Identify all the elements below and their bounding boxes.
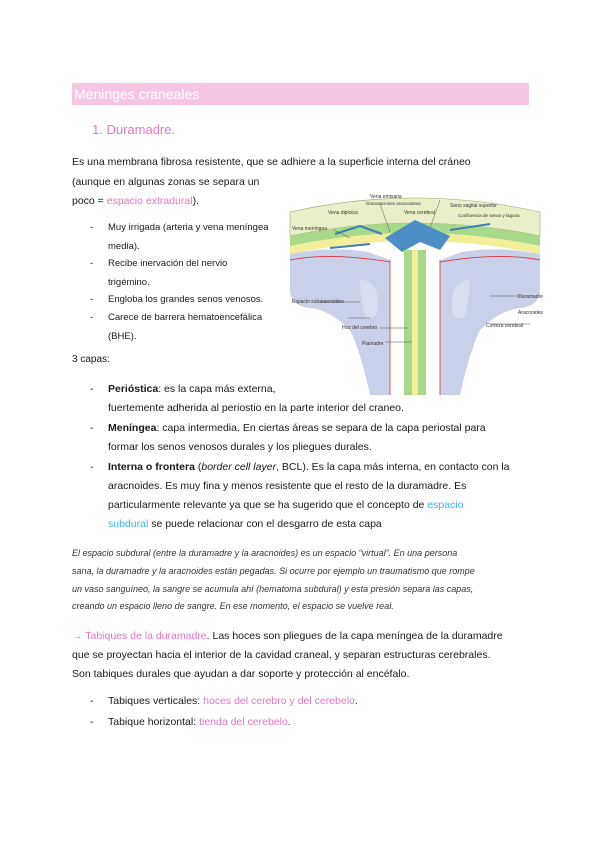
meningea-term: Meníngea <box>108 422 157 434</box>
layer-meningea: Meníngea: capa intermedia. En ciertas áreas se separa de la capa periostal para formar los senos venosos durales y los pliegues durales. <box>108 422 486 453</box>
layers-heading: 3 capas: <box>72 354 110 365</box>
intro-line-3 <box>72 191 199 211</box>
espacio-extradural-term: espacio extradural <box>106 195 193 207</box>
section-heading: 1. Duramadre. <box>92 122 176 137</box>
feature-item: Muy irrigada (arteria y vena meníngea media). <box>108 222 269 252</box>
feature-item: Engloba los grandes senos venosos. <box>108 294 264 305</box>
periostica-term: Perióstica <box>108 383 159 395</box>
label-vena-emisaria: Vena emisaria <box>370 194 402 200</box>
bullet-dash: - <box>90 383 94 395</box>
page-title: Meninges craneales <box>74 86 200 102</box>
bullet-dash: - <box>90 422 94 434</box>
title-banner <box>72 83 529 105</box>
label-hoz-del-cerebro: Hoz del cerebro <box>342 325 378 331</box>
label-confluencia: Confluencia de senos y laguna <box>458 213 520 218</box>
feature-item: Recibe inervación del nervio trigémino. <box>108 258 228 288</box>
label-duramadre: Duramadre <box>518 294 544 300</box>
interna-term: Interna o frontera <box>108 461 195 473</box>
label-espacio-subaracnoideo: Espacio subaracnoideo <box>292 299 344 305</box>
arrow-glyph: → <box>72 630 86 642</box>
tabiques-term: Tabiques de la duramadre <box>85 630 207 642</box>
label-corteza-cerebral: Corteza cerebral <box>486 323 523 329</box>
label-vena-cerebral: Vena cerebral <box>404 210 435 216</box>
bullet-dash: - <box>90 461 94 473</box>
tabiques-paragraph: → Tabiques de la duramadre. Las hoces son pliegues de la capa meníngea de la duramadre que se proyectan hacia el interior de la cavidad craneal, y separan estructuras cerebrales. Son tabiques durales que ayudan a dar soporte y protección al encéfalo. <box>72 630 503 680</box>
bullet-dash: - <box>90 695 94 707</box>
tabique-horizontal: Tabique horizontal: tienda del cerebelo. <box>108 716 291 728</box>
intro-line-3-start: poco = <box>72 195 107 207</box>
hoces-term: hoces del cerebro y del cerebelo <box>203 695 355 707</box>
feature-item: Carece de barrera hematoencefálica (BHE). <box>108 312 263 342</box>
espacio-subdural-term: espacio <box>427 499 464 511</box>
intro-line-2: (aunque en algunas zonas se separa un <box>72 176 260 188</box>
intro-line-3-end: ). <box>192 195 199 207</box>
subdural-note: El espacio subdural (entre la duramadre y la aracnoides) es un espacio “virtual”. En una persona sana, la duramadre y la aracnoides están pegadas. Si ocurre por ejemplo un traumatismo que rompe un vaso sanguíneo, la sangre se acumula ahí (hematoma subdural) y esta presión separa las capas, creando un espacio lleno de sangre. En ese momento, el espacio se vuelve real. <box>72 548 475 612</box>
bullet-dash: - <box>90 222 94 233</box>
bullet-dash: - <box>90 716 94 728</box>
layer-interna: Interna o frontera (border cell layer, BCL). Es la capa más interna, en contacto con la aracnoides. Es muy fina y menos resistente que el resto de la duramadre. Es particularmente relevante ya que se ha sugerido que el concepto de espacio subdural se puede relacionar con el desgarro de esta capa <box>108 461 510 530</box>
bullet-dash: - <box>90 258 94 269</box>
label-granulaciones: Granulaciones aracnoideas <box>366 201 421 206</box>
label-aracnoides: Aracnoides <box>518 310 544 316</box>
falx-core <box>412 250 418 395</box>
bullet-dash: - <box>90 294 94 305</box>
tabiques-verticales: Tabiques verticales: hoces del cerebro y del cerebelo. <box>108 695 358 707</box>
label-seno-sagital: Seno sagital superior <box>450 203 497 209</box>
layer-periostica: Perióstica: es la capa más externa, fuertemente adherida al periostio en la parte interior del craneo. <box>108 383 404 414</box>
meninges-diagram <box>290 190 544 400</box>
bullet-dash: - <box>90 312 94 323</box>
espacio-subdural-term: subdural <box>108 518 149 530</box>
label-vena-meningea: Vena meníngea <box>292 226 328 232</box>
label-piamadre: Piamadre <box>362 341 384 347</box>
intro-line-1: Es una membrana fibrosa resistente, que se adhiere a la superficie interna del cráneo <box>72 156 471 168</box>
brain-left <box>290 249 390 395</box>
tienda-term: tienda del cerebelo <box>199 716 288 728</box>
label-vena-diploica: Vena diploica <box>328 210 358 216</box>
